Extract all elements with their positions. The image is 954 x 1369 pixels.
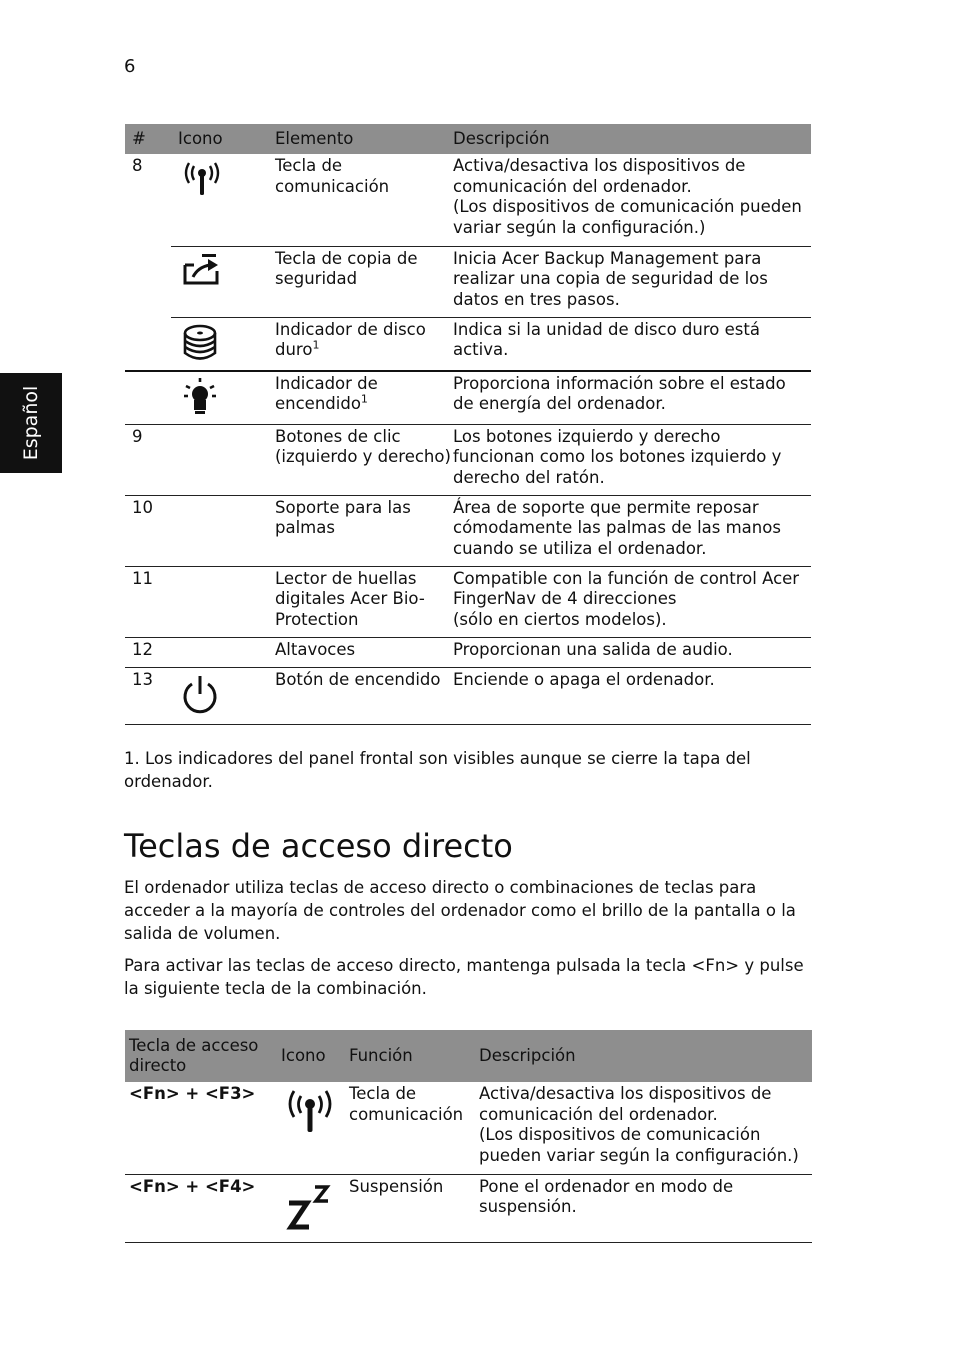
- header-description: Descripción: [453, 124, 811, 154]
- hdd-icon: [180, 322, 224, 364]
- backup-icon: [180, 251, 224, 287]
- table-row: [125, 317, 811, 371]
- intro-paragraph: El ordenador utiliza teclas de acceso directo o combinaciones de teclas para acceder a la mayoría de controles del ordenador como el brillo de la pantalla o la salida de volumen.: [124, 878, 796, 943]
- hotkey-function: Suspensión: [347, 1174, 477, 1242]
- row-number: 12: [125, 637, 171, 667]
- element-description-note: (Los dispositivos de comunicación pueden variar según la configuración.): [453, 197, 802, 237]
- table-row: [125, 667, 811, 724]
- element-description: Área de soporte que permite reposar cómodamente las palmas de las manos cuando se utiliza el ordenador.: [453, 495, 811, 566]
- element-description-note: (sólo en ciertos modelos).: [453, 609, 667, 629]
- components-table: [125, 124, 811, 725]
- row-number: 8: [132, 156, 143, 175]
- element-name: Indicador de encendido: [275, 373, 378, 413]
- hotkey-function: Tecla de comunicación: [349, 1084, 464, 1124]
- table-header-row: [125, 124, 811, 154]
- hotkey-description: Pone el ordenador en modo de suspensión.: [477, 1174, 812, 1242]
- element-description: Compatible con la función de control Acer FingerNav de 4 direcciones: [453, 568, 800, 608]
- sleep-icon: [283, 1179, 337, 1233]
- header-icon: Icono: [277, 1030, 347, 1082]
- element-name: Botón de encendido: [273, 667, 453, 724]
- element-name: Indicador de disco duro: [275, 319, 426, 359]
- header-icon: Icono: [171, 124, 273, 154]
- language-tab: [0, 373, 62, 473]
- table-row: [125, 371, 811, 425]
- table-row: [125, 637, 811, 667]
- table-header-row: [125, 1030, 812, 1082]
- element-description: Indica si la unidad de disco duro está activa.: [453, 317, 811, 371]
- element-description: Activa/desactiva los dispositivos de comunicación del ordenador.: [453, 156, 746, 196]
- language-tab-label: Español: [20, 385, 42, 461]
- table-row: [125, 495, 811, 566]
- header-description: Descripción: [477, 1030, 812, 1082]
- hotkey-description: Activa/desactiva los dispositivos de comunicación del ordenador.: [479, 1084, 772, 1124]
- element-name: Lector de huellas digitales Acer Bio-Protection: [273, 566, 453, 637]
- instruction-paragraph: Para activar las teclas de acceso directo, mantenga pulsada la tecla <Fn> y pulse la siguiente tecla de la combinación.: [124, 956, 804, 998]
- element-name: Tecla de comunicación: [275, 156, 390, 196]
- element-description: Los botones izquierdo y derecho funcionan como los botones izquierdo y derecho del ratón.: [453, 424, 811, 495]
- power-button-icon: [180, 672, 224, 718]
- header-num: #: [125, 124, 171, 154]
- power-indicator-icon: [180, 376, 224, 418]
- footnote-marker: 1: [312, 338, 320, 352]
- footnote-marker: 1: [360, 392, 368, 406]
- element-name: Soporte para las palmas: [273, 495, 453, 566]
- wireless-icon: [283, 1086, 337, 1136]
- table-row: [125, 566, 811, 637]
- row-number: 11: [125, 566, 171, 637]
- header-hotkey: Tecla de acceso directo: [125, 1030, 277, 1082]
- element-description: Proporcionan una salida de audio.: [453, 637, 811, 667]
- row-number: 10: [125, 495, 171, 566]
- hotkeys-table: [125, 1030, 812, 1243]
- row-number: 13: [125, 667, 171, 724]
- element-description: Enciende o apaga el ordenador.: [453, 667, 811, 724]
- footnote: 1. Los indicadores del panel frontal son visibles aunque se cierre la tapa del ordenador.: [124, 749, 751, 791]
- table-row: [125, 246, 811, 317]
- element-name: Tecla de copia de seguridad: [273, 246, 453, 317]
- hotkey-description-note: (Los dispositivos de comunicación pueden variar según la configuración.): [479, 1125, 799, 1165]
- hotkey-combo: <Fn> + <F3>: [129, 1084, 256, 1103]
- table-row: [125, 424, 811, 495]
- row-number: 9: [125, 424, 171, 495]
- page-number: 6: [124, 56, 136, 77]
- wireless-icon: [180, 158, 224, 198]
- element-name: Botones de clic (izquierdo y derecho): [273, 424, 453, 495]
- element-description: Proporciona información sobre el estado de energía del ordenador.: [453, 373, 786, 413]
- table-row: [125, 1174, 812, 1242]
- header-element: Elemento: [273, 124, 453, 154]
- element-description: Inicia Acer Backup Management para realizar una copia de seguridad de los datos en tres pasos.: [453, 246, 811, 317]
- section-title: Teclas de acceso directo: [124, 827, 513, 865]
- element-name: Altavoces: [273, 637, 453, 667]
- table-row: [125, 1082, 812, 1174]
- table-row: [125, 154, 811, 246]
- header-function: Función: [347, 1030, 477, 1082]
- hotkey-combo: <Fn> + <F4>: [125, 1174, 277, 1242]
